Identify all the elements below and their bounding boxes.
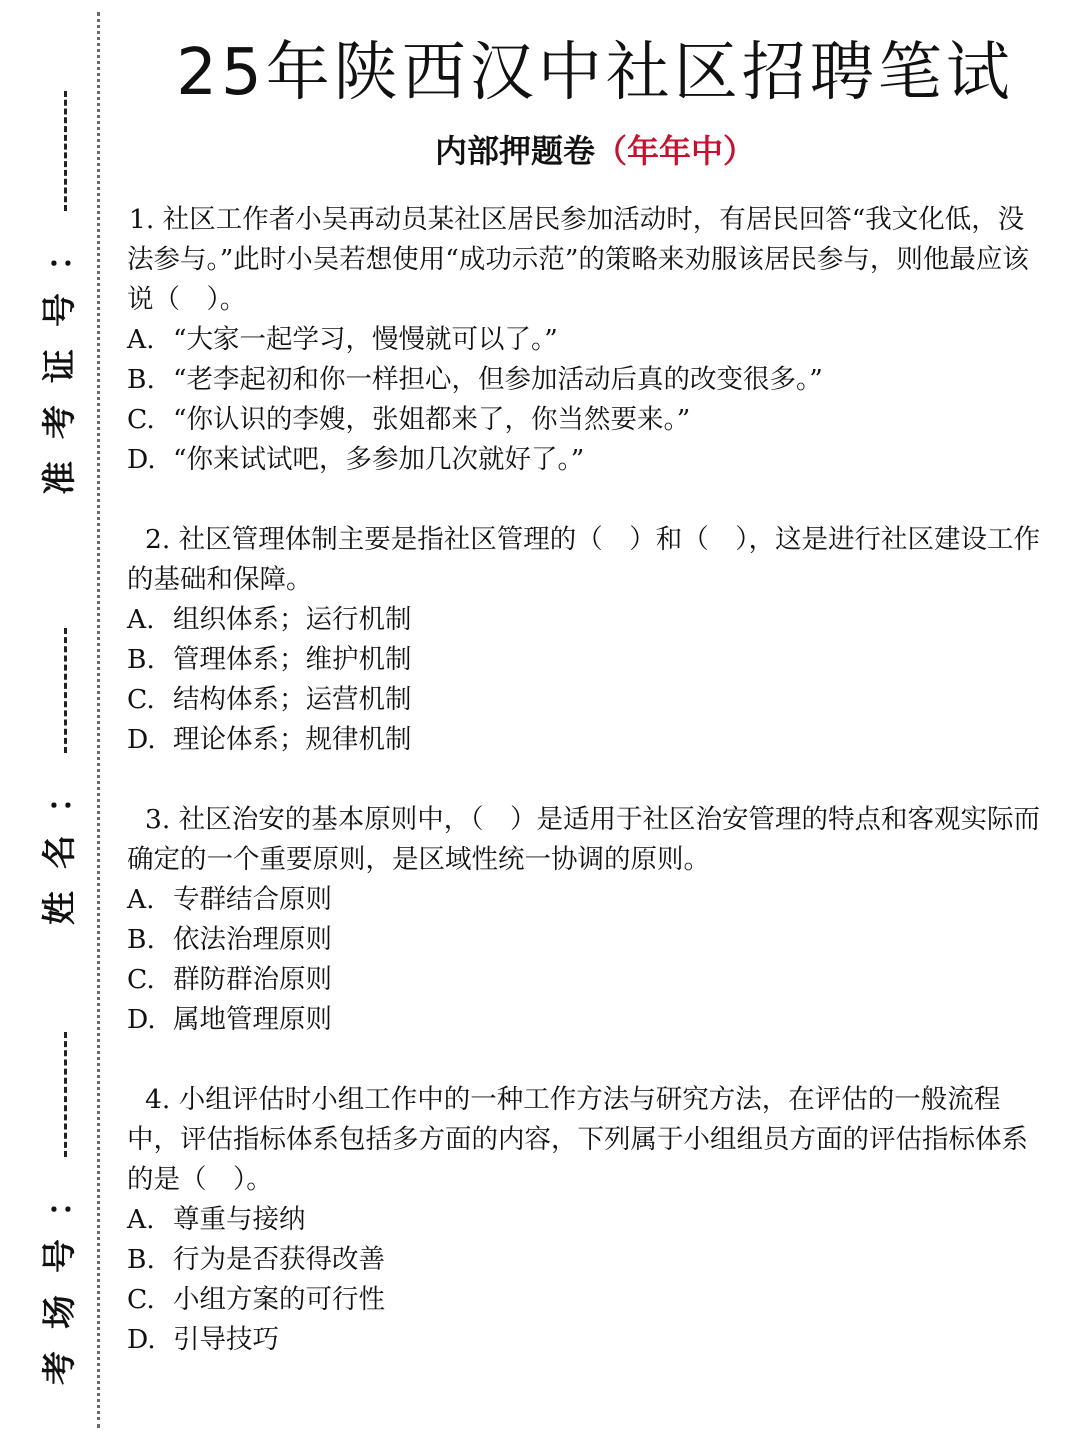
option-text: “你认识的李嫂，张姐都来了，你当然要来。” (173, 404, 691, 435)
option-letter: A. (127, 1204, 155, 1235)
option-d[interactable] (127, 440, 1050, 480)
side-label-room: 考场号： (40, 1161, 80, 1385)
option-letter: B. (127, 644, 155, 675)
option-c[interactable] (127, 960, 1050, 1000)
option-text: “你来试试吧，多参加几次就好了。” (173, 444, 585, 475)
subtitle-highlight: 年年中 (627, 132, 724, 170)
option-text: 群防群治原则 (173, 964, 332, 995)
side-label-name: 姓名： (40, 757, 80, 925)
subtitle-main: 内部押题卷 (434, 132, 595, 170)
option-letter: D. (127, 1004, 156, 1035)
question-stem: 2. 社区管理体制主要是指社区管理的（ ）和（ ），这是进行社区建设工作的基础和保障。 (127, 524, 1040, 595)
option-letter: C. (127, 964, 155, 995)
option-letter: D. (127, 1324, 156, 1355)
option-b[interactable] (127, 920, 1050, 960)
option-b[interactable] (127, 640, 1050, 680)
name-blank[interactable] (64, 628, 67, 753)
option-text: 属地管理原则 (173, 1004, 332, 1035)
option-b[interactable] (127, 360, 1050, 400)
option-a[interactable] (127, 320, 1050, 360)
question-1 (127, 200, 1050, 480)
option-a[interactable] (127, 600, 1050, 640)
subtitle (130, 126, 1060, 176)
page-title: 25年陕西汉中社区招聘笔试 (176, 36, 1014, 110)
option-text: 理论体系；规律机制 (173, 724, 412, 755)
option-text: 组织体系；运行机制 (173, 604, 412, 635)
option-letter: A. (127, 884, 155, 915)
side-label-exam-id: 准考证号： (40, 215, 80, 495)
subtitle-paren-open: （ (594, 132, 627, 170)
option-text: 专群结合原则 (173, 884, 332, 915)
option-text: 依法治理原则 (173, 924, 332, 955)
question-4 (127, 1080, 1050, 1360)
option-text: 尊重与接纳 (173, 1204, 306, 1235)
option-letter: B. (127, 1244, 155, 1275)
option-letter: D. (127, 724, 156, 755)
option-letter: C. (127, 684, 155, 715)
question-stem: 1. 社区工作者小吴再动员某社区居民参加活动时，有居民回答“我文化低，没法参与。”此时小吴若想使用“成功示范”的策略来劝服该居民参与，则他最应该说（ ）。 (127, 204, 1029, 315)
option-b[interactable] (127, 1240, 1050, 1280)
question-stem: 3. 社区治安的基本原则中，（ ）是适用于社区治安管理的特点和客观实际而确定的一个重要原则，是区域性统一协调的原则。 (127, 804, 1040, 875)
option-text: 小组方案的可行性 (173, 1284, 385, 1315)
option-text: 结构体系；运营机制 (173, 684, 412, 715)
option-c[interactable] (127, 680, 1050, 720)
question-stem: 4. 小组评估时小组工作中的一种工作方法与研究方法，在评估的一般流程中，评估指标体系包括多方面的内容，下列属于小组组员方面的评估指标体系的是（ ）。 (127, 1084, 1028, 1195)
exam-id-blank[interactable] (64, 91, 67, 211)
option-letter: B. (127, 364, 155, 395)
option-text: “老李起初和你一样担心，但参加活动后真的改变很多。” (173, 364, 823, 395)
option-letter: A. (127, 324, 155, 355)
option-letter: A. (127, 604, 155, 635)
option-a[interactable] (127, 1200, 1050, 1240)
option-text: “大家一起学习，慢慢就可以了。” (173, 324, 558, 355)
question-list (127, 200, 1050, 1400)
option-c[interactable] (127, 400, 1050, 440)
option-d[interactable] (127, 1000, 1050, 1040)
option-d[interactable] (127, 720, 1050, 760)
subtitle-paren-close: ） (723, 132, 756, 170)
question-3 (127, 800, 1050, 1040)
question-2 (127, 520, 1050, 760)
option-letter: C. (127, 404, 155, 435)
option-text: 行为是否获得改善 (173, 1244, 385, 1275)
option-text: 引导技巧 (173, 1324, 279, 1355)
option-letter: B. (127, 924, 155, 955)
option-d[interactable] (127, 1320, 1050, 1360)
option-letter: C. (127, 1284, 155, 1315)
option-text: 管理体系；维护机制 (173, 644, 412, 675)
option-letter: D. (127, 444, 156, 475)
option-a[interactable] (127, 880, 1050, 920)
room-blank[interactable] (64, 1032, 67, 1157)
option-c[interactable] (127, 1280, 1050, 1320)
